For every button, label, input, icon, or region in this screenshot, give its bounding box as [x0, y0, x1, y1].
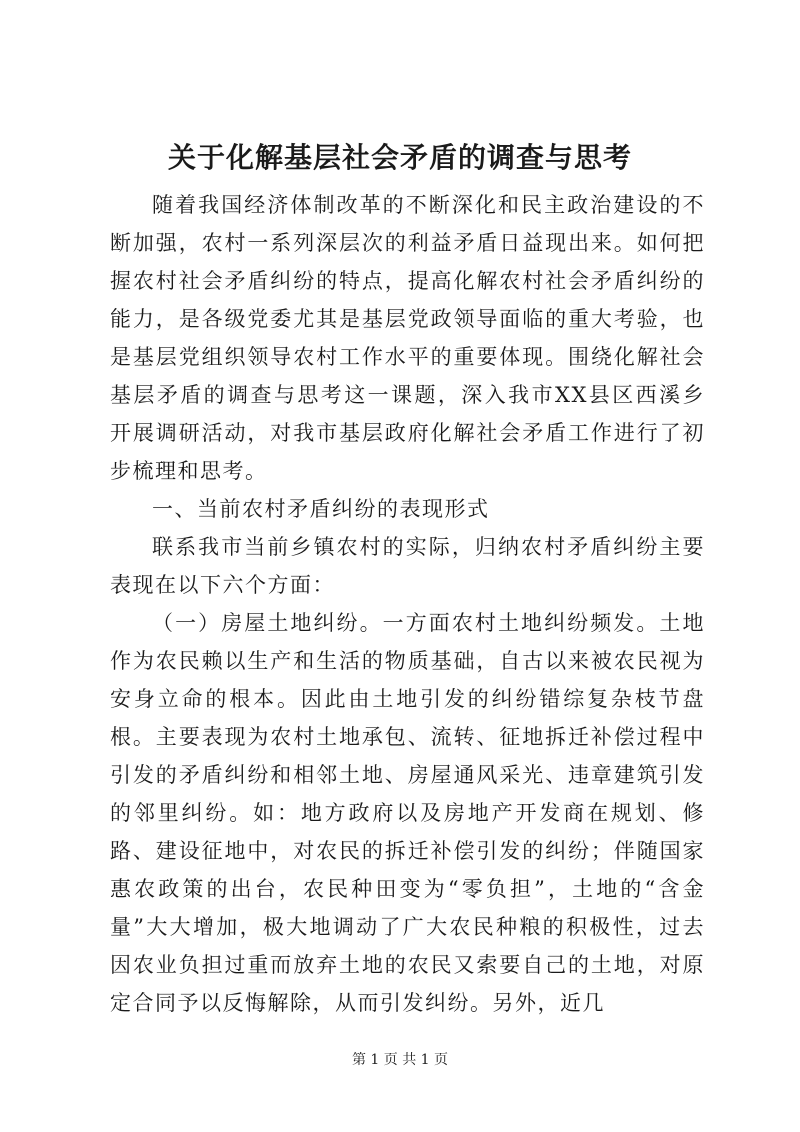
section-heading: 一、当前农村矛盾纠纷的表现形式	[152, 497, 490, 521]
paragraph-land-disputes: （一）房屋土地纠纷。一方面农村土地纠纷频发。土地作为农民赖以生产和生活的物质基础，自古以来被农民视为安身立命的根本。因此由土地引发的纠纷错综复杂枝节盘根。主要表现为农村土地承包、流转、征地拆迁补偿过程中引发的矛盾纠纷和相邻土地、房屋通风采光、违章建筑引发的邻里纠纷。如：地方政府以及房地产开发商在规划、修路、建设征地中，对农民的拆迁补偿引发的纠纷；伴随国家惠农政策的出台，农民种田变为“零负担”，土地的“含金量”大大增加，极大地调动了广大农民种粮的积极性，过去因农业负担过重而放弃土地的农民又索要自己的土地，对原定合同予以反悔解除，从而引发纠纷。另外，近几	[110, 611, 705, 1015]
document-body	[110, 186, 705, 1022]
page-footer	[0, 1050, 800, 1070]
paragraph-intro: 随着我国经济体制改革的不断深化和民主政治建设的不断加强，农村一系列深层次的利益矛盾日益现出来。如何把握农村社会矛盾纠纷的特点，提高化解农村社会矛盾纠纷的能力，是各级党委尤其是基层党政领导面临的重大考验，也是基层党组织领导农村工作水平的重要体现。围绕化解社会基层矛盾的调查与思考这一课题，深入我市XX县区西溪乡开展调研活动，对我市基层政府化解社会矛盾工作进行了初步梳理和思考。	[110, 193, 705, 483]
page-number-label: 第 1 页 共 1 页	[351, 1052, 449, 1068]
paragraph-overview: 联系我市当前乡镇农村的实际，归纳农村矛盾纠纷主要表现在以下六个方面：	[110, 535, 705, 597]
document-title: 关于化解基层社会矛盾的调查与思考	[167, 141, 632, 174]
